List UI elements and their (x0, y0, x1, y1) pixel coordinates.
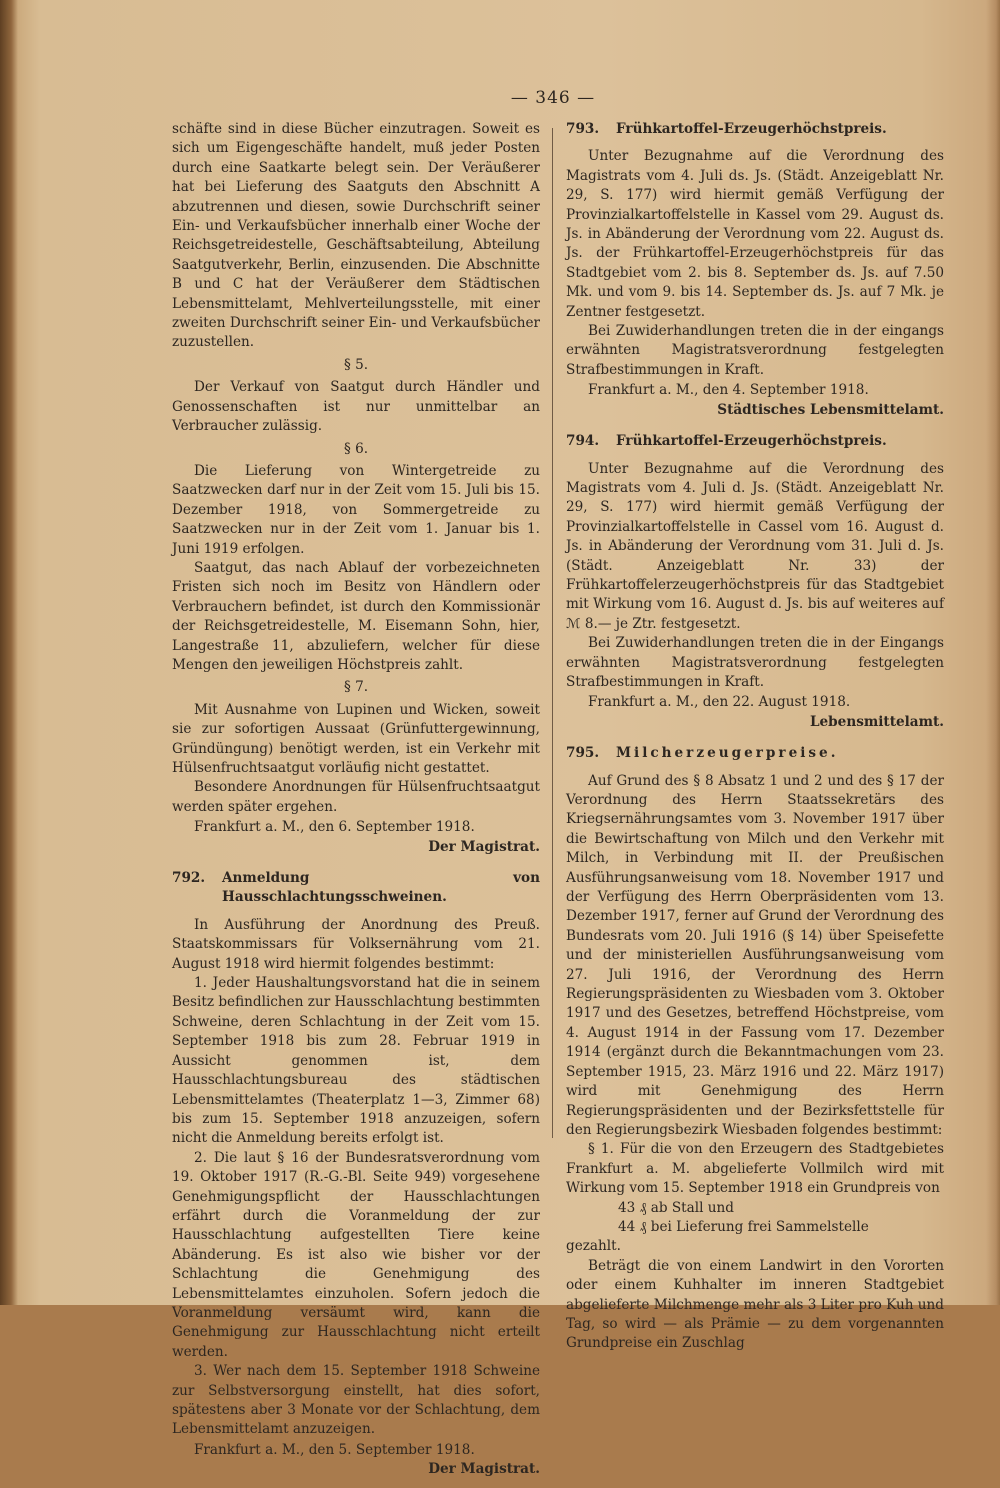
price-line-2: 44 ₰ bei Lieferung frei Sammelstelle (618, 1218, 869, 1235)
notice-795-text-2: § 1. Für die von den Erzeugern des Stadtgebietes Frankfurt a. M. abgelieferte Vollmilch wird mit Wirkung vom 15. September 1918 ein Grundpreis von (566, 1141, 944, 1197)
signature-date: Frankfurt a. M., den 5. September 1918. (194, 1441, 475, 1458)
notice-794-text-1: Unter Bezugnahme auf die Verordnung des Magistrats vom 4. Juli d. Js. (Städt. Anzeigeblatt Nr. 29, S. 177) wird hiermit gemäß Verfügung der Provinzialkartoffelstelle in Cassel vom 16. August d. Js. in Abänderung der Verordnung vom 31. Juli d. Js. (Städt. Anzeigeblatt Nr. 33) der Frühkartoffelerzeugerhöchstpreis für das Stadtgebiet mit Wirkung vom 16. August d. Js. bis auf weiteres auf ℳ 8.— je Ztr. festgesetzt. (566, 460, 944, 632)
signature-name: Der Magistrat. (428, 838, 540, 855)
intro-paragraph: schäfte sind in diese Bücher einzutragen. Soweit es sich um Eigengeschäfte handelt, muß jeder Posten durch eine Saatkarte belegt sein. Der Veräußerer hat bei Lieferung des Saatguts den Abschnitt A abzutrennen und diesen, sowie Durchschrift seiner Ein- und Verkaufsbücher innerhalb einer Woche der Reichsgetreidestelle, Geschäftsabteilung, Abteilung Saatgutverkehr, Berlin, einzusenden. Die Abschnitte B und C hat der Veräußerer dem Städtischen Lebensmittelamt, Mehlverteilungsstelle, mit einer zweiten Durchschrift seiner Ein- und Verkaufsbücher zuzustellen. (172, 121, 540, 351)
section-7-text-2: Besondere Anordnungen für Hülsenfruchtsaatgut werden später ergehen. (172, 779, 540, 815)
section-6-text-1: Die Lieferung von Wintergetreide zu Saatzwecken darf nur in der Zeit vom 15. Juli bis 15. Dezember 1918, von Sommergetreide zu Saatzwecken nur in der Zeit vom 1. Januar bis 1. Juni 1919 erfolgen. (172, 462, 540, 557)
notice-793-text-2: Bei Zuwiderhandlungen treten die in der eingangs erwähnten Magistratsverordnung festgelegten Strafbestimmungen in Kraft. (566, 323, 944, 378)
signature-name: Der Magistrat. (428, 1461, 540, 1478)
signature-date: Frankfurt a. M., den 22. August 1918. (588, 694, 851, 711)
price-tail: gezahlt. (566, 1238, 621, 1255)
notice-title: Anmeldung von Hausschlachtungsschweinen. (222, 870, 540, 906)
notice-795-text-1: Auf Grund des § 8 Absatz 1 und 2 und des § 17 der Verordnung des Herrn Staatssekretärs des Kriegsernährungsamtes vom 3. November 1917 über die Bewirtschaftung von Milch und den Verkehr mit Milch, in Verbindung mit II. der Preußischen Ausführungsanweisung vom 18. November 1917 und der Verfügung des Herrn Oberpräsidenten vom 13. Dezember 1917, ferner auf Grund der Verordnung des Bundesrats vom 20. Juli 1916 (§ 14) über Speisefette und der ministeriellen Ausführungsanweisung vom 27. Juli 1916, der Verordnung des Herrn Regierungspräsidenten zu Wiesbaden vom 3. Oktober 1917 und des Gesetzes, betreffend Höchstpreise, vom 4. August 1914 in der Fassung vom 17. Dezember 1914 (ergänzt durch die Bekanntmachungen vom 23. September 1915, 23. März 1916 und 22. März 1917) wird mit Genehmigung des Herrn Regierungspräsidenten und der Bezirksfettstelle für den Regierungsbezirk Wiesbaden folgendes bestimmt: (566, 772, 944, 1138)
notice-793-heading (566, 120, 944, 139)
notice-792-item-3: 3. Wer nach dem 15. September 1918 Schweine zur Selbstversorgung einstellt, hat dies sofort, spätestens aber 3 Monate vor der Schlachtung, dem Lebensmittelamt anzuzeigen. (172, 1363, 540, 1438)
notice-number: 793. (566, 121, 600, 137)
notice-number: 795. (566, 745, 600, 762)
notice-number: 794. (566, 433, 600, 450)
book-spine (0, 0, 18, 1305)
section-5-text: Der Verkauf von Saatgut durch Händler und Genossenschaften ist nur unmittelbar an Verbraucher zulässig. (172, 379, 540, 435)
section-7-text-1: Mit Ausnahme von Lupinen und Wicken, soweit sie zur sofortigen Aussaat (Grünfuttergewinnung, Gründüngung) benötigt werden, ist ein Verkehr mit Hülsenfruchtsaatgut vorläufig nicht gestattet. (172, 701, 540, 776)
notice-792-item-2: 2. Die laut § 16 der Bundesratsverordnung vom 19. Oktober 1917 (R.-G.-Bl. Seite 949) vorgesehene Genehmigungspflicht der Hausschlachtungen erfährt durch die Voranmeldung der zur Hausschlachtung aufgestellten Tiere keine Abänderung. Es ist also wie bisher vor der Schlachtung die Genehmigung des Lebensmittelamtes einzuholen. Sofern jedoch die Voranmeldung versäumt wird, kann die Genehmigung zur Hausschlachtung nicht erteilt werden. (172, 1149, 540, 1360)
notice-792-item-1: 1. Jeder Haushaltungsvorstand hat die in seinem Besitz befindlichen zur Hausschlachtung bestimmten Schweine, deren Schlachtung in der Zeit vom 15. September 1918 bis zum 28. Februar 1919 in Aussicht genommen ist, dem Hausschlachtungsbureau des städtischen Lebensmittelamtes (Theaterplatz 1—3, Zimmer 68) bis zum 15. September 1918 anzuzeigen, sofern nicht die Anmeldung bereits erfolgt ist. (172, 975, 540, 1147)
column-divider (552, 128, 553, 1138)
notice-795-heading (566, 744, 944, 763)
notice-795-text-3: Beträgt die von einem Landwirt in den Vororten oder einem Kuhhalter im inneren Stadtgebiet abgelieferte Milchmenge mehr als 3 Liter pro Kuh und Tag, so wird — als Prämie — zu dem vorgenannten Grundpreise ein Zuschlag (566, 1257, 944, 1352)
notice-794-heading (566, 432, 944, 451)
price-line-1: 43 ₰ ab Stall und (618, 1199, 734, 1216)
section-6-title: § 6. (343, 440, 369, 457)
signature-name: Städtisches Lebensmittelamt. (717, 401, 944, 418)
signature-date: Frankfurt a. M., den 4. September 1918. (588, 382, 869, 399)
notice-title: Milcherzeugerpreise. (616, 745, 839, 762)
section-7-title: § 7. (343, 679, 369, 696)
page-edge (986, 0, 1000, 1305)
section-6-text-2: Saatgut, das nach Ablauf der vorbezeichneten Fristen sich noch im Besitz von Händlern oder Verbrauchern befindet, ist durch den Kommissionär der Reichsgetreidestelle, M. Eisemann Sohn, hier, Langestraße 11, abzuliefern, welcher für diese Mengen den jeweiligen Höchstpreis zahlt. (172, 559, 540, 673)
left-column (172, 120, 540, 1488)
notice-793-text-1: Unter Bezugnahme auf die Verordnung des Magistrats vom 4. Juli ds. Js. (Städt. Anzeigeblatt Nr. 29, S. 177) wird hiermit gemäß Verfügung der Provinzialkartoffelstelle in Kassel vom 29. August ds. Js. in Abänderung der Verordnung vom 22. August ds. Js. der Frühkartoffel-Erzeugerhöchstpreis für das Stadtgebiet vom 2. bis 8. September ds. Js. auf 7.50 Mk. und vom 9. bis 14. September ds. Js. auf 7 Mk. je Zentner festgesetzt. (566, 148, 944, 320)
section-5-title: § 5. (343, 356, 369, 373)
notice-792-intro: In Ausführung der Anordnung des Preuß. Staatskommissars für Volksernährung vom 21. August 1918 wird hiermit folgendes bestimmt: (172, 916, 540, 972)
page-number: — 346 — (510, 88, 596, 108)
notice-794-text-2: Bei Zuwiderhandlungen treten die in der Eingangs erwähnten Magistratsverordnung festgelegten Strafbestimmungen in Kraft. (566, 635, 944, 690)
notice-number: 792. (172, 870, 206, 887)
signature-name: Lebensmittelamt. (809, 713, 944, 730)
notice-title: Frühkartoffel-Erzeugerhöchstpreis. (616, 121, 887, 137)
signature-date: Frankfurt a. M., den 6. September 1918. (194, 819, 475, 836)
notice-792-heading (172, 869, 540, 908)
notice-title: Frühkartoffel-Erzeugerhöchstpreis. (616, 433, 887, 450)
right-column (566, 120, 944, 1354)
